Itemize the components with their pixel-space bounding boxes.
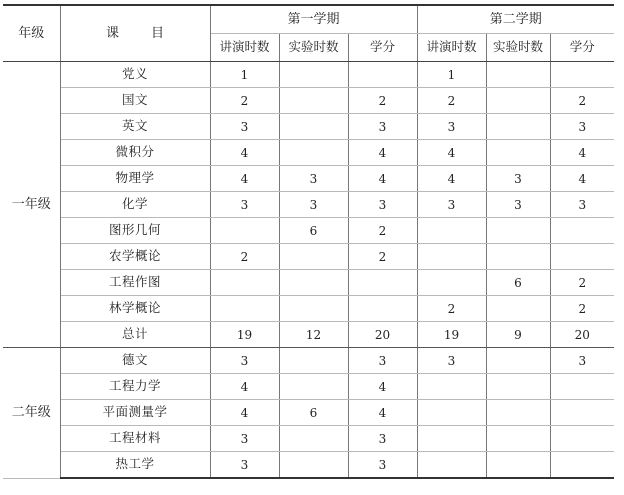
grade-label: 一年级: [3, 62, 60, 348]
course-name-cell: 物理学: [60, 166, 210, 192]
course-name-cell: 热工学: [60, 452, 210, 479]
table-row: [3, 62, 614, 88]
table-row: [3, 218, 614, 244]
t2-lab-cell: [486, 218, 550, 244]
course-header-right-char: 目: [151, 26, 165, 41]
course-name-cell: 农学概论: [60, 244, 210, 270]
course-name-cell: 工程力学: [60, 374, 210, 400]
course-name-cell: 英文: [60, 114, 210, 140]
t1-lecture-cell: 4: [210, 140, 279, 166]
term2-credits-header: 学分: [550, 34, 614, 62]
t2-credit-cell: 2: [550, 88, 614, 114]
t1-lecture-cell: 3: [210, 452, 279, 479]
t2-credit-cell: 3: [550, 192, 614, 218]
t2-lab-cell: [486, 114, 550, 140]
t1-lab-cell: [279, 88, 348, 114]
t1-lab-cell: [279, 62, 348, 88]
t1-lecture-cell: [210, 218, 279, 244]
table-row: [3, 88, 614, 114]
term1-lab-hours-header: 实验时数: [279, 34, 348, 62]
t1-lab-cell: [279, 348, 348, 374]
t2-lecture-cell: 1: [417, 62, 486, 88]
t2-credit-cell: [550, 400, 614, 426]
course-name-cell: 工程材料: [60, 426, 210, 452]
t2-lecture-cell: [417, 244, 486, 270]
table-row: [3, 166, 614, 192]
t1-lecture-cell: 2: [210, 88, 279, 114]
table-row: [3, 348, 614, 374]
t1-credit-cell: 4: [348, 166, 417, 192]
t1-credit-cell: 2: [348, 244, 417, 270]
t2-lab-cell: [486, 348, 550, 374]
table-row: [3, 322, 614, 348]
t2-lab-cell: 3: [486, 166, 550, 192]
term1-lecture-hours-header: 讲演时数: [210, 34, 279, 62]
t1-credit-cell: [348, 270, 417, 296]
table-row: [3, 244, 614, 270]
t2-lab-cell: [486, 88, 550, 114]
course-name-cell: 党义: [60, 62, 210, 88]
t1-lecture-cell: 3: [210, 348, 279, 374]
t1-lab-cell: 6: [279, 218, 348, 244]
table-row: [3, 374, 614, 400]
term1-credits-header: 学分: [348, 34, 417, 62]
t1-lecture-cell: 3: [210, 426, 279, 452]
t1-credit-cell: 4: [348, 400, 417, 426]
t1-lecture-cell: 19: [210, 322, 279, 348]
course-name-cell: 德文: [60, 348, 210, 374]
t1-lecture-cell: 4: [210, 166, 279, 192]
table-row: [3, 192, 614, 218]
t2-lecture-cell: 3: [417, 114, 486, 140]
grade1-section: [3, 62, 614, 348]
t1-credit-cell: 2: [348, 218, 417, 244]
t2-lab-cell: [486, 426, 550, 452]
t1-credit-cell: 3: [348, 426, 417, 452]
course-name-cell: 国文: [60, 88, 210, 114]
t1-lab-cell: [279, 140, 348, 166]
t1-credit-cell: [348, 296, 417, 322]
t1-lab-cell: 3: [279, 166, 348, 192]
course-name-cell: 平面测量学: [60, 400, 210, 426]
t2-lecture-cell: [417, 218, 486, 244]
t2-lecture-cell: [417, 270, 486, 296]
term2-lab-hours-header: 实验时数: [486, 34, 550, 62]
t1-lab-cell: 6: [279, 400, 348, 426]
table-row: [3, 400, 614, 426]
t2-lab-cell: 6: [486, 270, 550, 296]
course-name-cell: 总计: [60, 322, 210, 348]
t2-lecture-cell: [417, 374, 486, 400]
course-name-cell: 图形几何: [60, 218, 210, 244]
term2-header: 第二学期: [417, 5, 614, 34]
term1-header: 第一学期: [210, 5, 417, 34]
t1-credit-cell: 4: [348, 140, 417, 166]
t2-lecture-cell: 3: [417, 192, 486, 218]
t1-lab-cell: 3: [279, 192, 348, 218]
term2-lecture-hours-header: 讲演时数: [417, 34, 486, 62]
t2-lab-cell: [486, 452, 550, 479]
t2-lab-cell: [486, 400, 550, 426]
t1-lab-cell: [279, 270, 348, 296]
t2-lab-cell: [486, 244, 550, 270]
t1-credit-cell: 4: [348, 374, 417, 400]
grade-label: 二年级: [3, 348, 60, 479]
t2-lecture-cell: [417, 452, 486, 479]
t2-lecture-cell: [417, 426, 486, 452]
t2-credit-cell: [550, 374, 614, 400]
t2-credit-cell: [550, 244, 614, 270]
table-row: [3, 270, 614, 296]
t2-lecture-cell: [417, 400, 486, 426]
table-row: [3, 452, 614, 479]
t2-lecture-cell: 2: [417, 88, 486, 114]
t1-lab-cell: [279, 296, 348, 322]
course-name-cell: 微积分: [60, 140, 210, 166]
t2-credit-cell: 3: [550, 348, 614, 374]
course-name-cell: 化学: [60, 192, 210, 218]
t2-lecture-cell: 3: [417, 348, 486, 374]
t1-lecture-cell: 4: [210, 400, 279, 426]
t2-lecture-cell: 4: [417, 140, 486, 166]
t1-lab-cell: [279, 114, 348, 140]
t1-credit-cell: [348, 62, 417, 88]
t2-lecture-cell: 4: [417, 166, 486, 192]
grade2-section: [3, 348, 614, 479]
course-name-cell: 林学概论: [60, 296, 210, 322]
t1-lecture-cell: 4: [210, 374, 279, 400]
t1-lab-cell: [279, 426, 348, 452]
t2-credit-cell: 4: [550, 140, 614, 166]
header-row-terms: [3, 5, 614, 34]
course-header-left-char: 课: [105, 26, 119, 41]
t2-lab-cell: [486, 140, 550, 166]
table-header: [3, 5, 614, 62]
t1-lecture-cell: 1: [210, 62, 279, 88]
t2-credit-cell: 20: [550, 322, 614, 348]
t1-lecture-cell: [210, 270, 279, 296]
t1-credit-cell: 3: [348, 192, 417, 218]
t1-credit-cell: 3: [348, 452, 417, 479]
t2-lab-cell: 3: [486, 192, 550, 218]
t2-lab-cell: 9: [486, 322, 550, 348]
grade-column-header: 年级: [3, 5, 60, 62]
t1-lab-cell: [279, 244, 348, 270]
t1-lecture-cell: 3: [210, 192, 279, 218]
t1-lab-cell: [279, 452, 348, 479]
t1-credit-cell: 3: [348, 348, 417, 374]
t2-credit-cell: [550, 426, 614, 452]
t2-credit-cell: 2: [550, 270, 614, 296]
t1-lecture-cell: [210, 296, 279, 322]
t2-credit-cell: 2: [550, 296, 614, 322]
t1-credit-cell: 20: [348, 322, 417, 348]
table-row: [3, 426, 614, 452]
t2-lab-cell: [486, 296, 550, 322]
t2-lab-cell: [486, 62, 550, 88]
t1-lab-cell: [279, 374, 348, 400]
t1-credit-cell: 2: [348, 88, 417, 114]
t1-credit-cell: 3: [348, 114, 417, 140]
t2-credit-cell: [550, 218, 614, 244]
t2-lab-cell: [486, 374, 550, 400]
table-row: [3, 296, 614, 322]
t2-lecture-cell: 2: [417, 296, 486, 322]
t2-credit-cell: [550, 452, 614, 479]
t2-lecture-cell: 19: [417, 322, 486, 348]
t2-credit-cell: 3: [550, 114, 614, 140]
t1-lecture-cell: 3: [210, 114, 279, 140]
course-column-header: [60, 5, 210, 62]
table-row: [3, 114, 614, 140]
table-row: [3, 140, 614, 166]
t1-lecture-cell: 2: [210, 244, 279, 270]
t1-lab-cell: 12: [279, 322, 348, 348]
curriculum-table: [3, 4, 614, 479]
t2-credit-cell: [550, 62, 614, 88]
course-name-cell: 工程作图: [60, 270, 210, 296]
t2-credit-cell: 4: [550, 166, 614, 192]
